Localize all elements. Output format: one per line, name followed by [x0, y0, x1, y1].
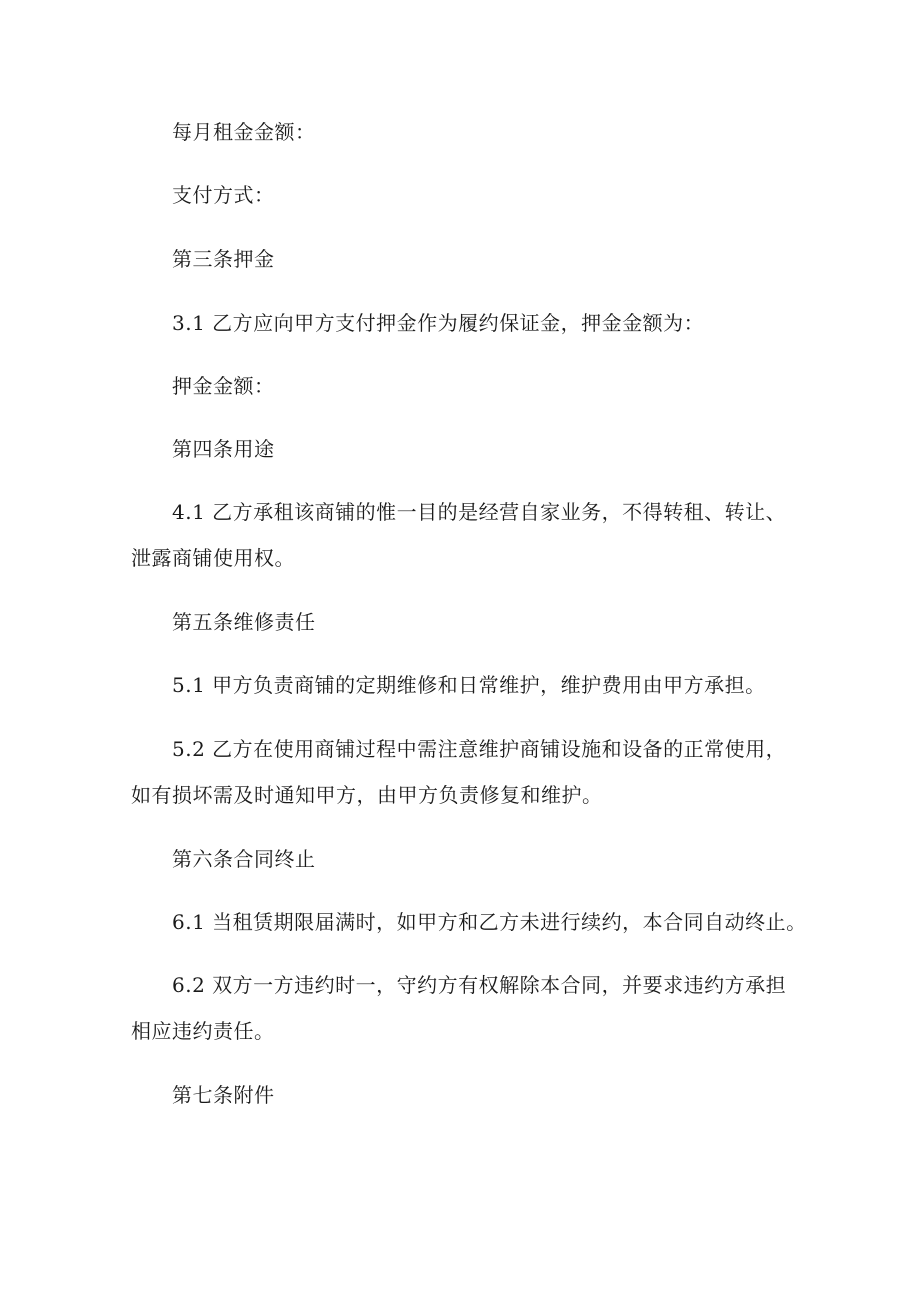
clause-5-2: 5.2 乙方在使用商铺过程中需注意维护商铺设施和设备的正常使用， [172, 737, 787, 761]
deposit-amount-line: 押金金额： [172, 374, 275, 398]
clause-6-2-continuation: 相应违约责任。 [131, 1019, 275, 1043]
article-6-heading: 第六条合同终止 [172, 847, 316, 871]
article-3-heading: 第三条押金 [172, 247, 275, 271]
clause-5-2-continuation: 如有损坏需及时通知甲方，由甲方负责修复和维护。 [131, 783, 603, 807]
monthly-rent-amount-line: 每月租金金额： [172, 120, 316, 144]
clause-6-1: 6.1 当租赁期限届满时，如甲方和乙方未进行续约，本合同自动终止。 [172, 910, 807, 934]
article-4-heading: 第四条用途 [172, 437, 275, 461]
clause-4-1: 4.1 乙方承租该商铺的惟一目的是经营自家业务，不得转租、转让、 [172, 500, 787, 524]
payment-method-line: 支付方式： [172, 183, 275, 207]
article-5-heading: 第五条维修责任 [172, 610, 316, 634]
clause-6-2: 6.2 双方一方违约时一，守约方有权解除本合同，并要求违约方承担 [172, 973, 787, 997]
clause-3-1: 3.1 乙方应向甲方支付押金作为履约保证金，押金金额为： [172, 311, 705, 335]
clause-5-1: 5.1 甲方负责商铺的定期维修和日常维护，维护费用由甲方承担。 [172, 673, 766, 697]
clause-4-1-continuation: 泄露商铺使用权。 [131, 546, 295, 570]
article-7-heading: 第七条附件 [172, 1083, 275, 1107]
